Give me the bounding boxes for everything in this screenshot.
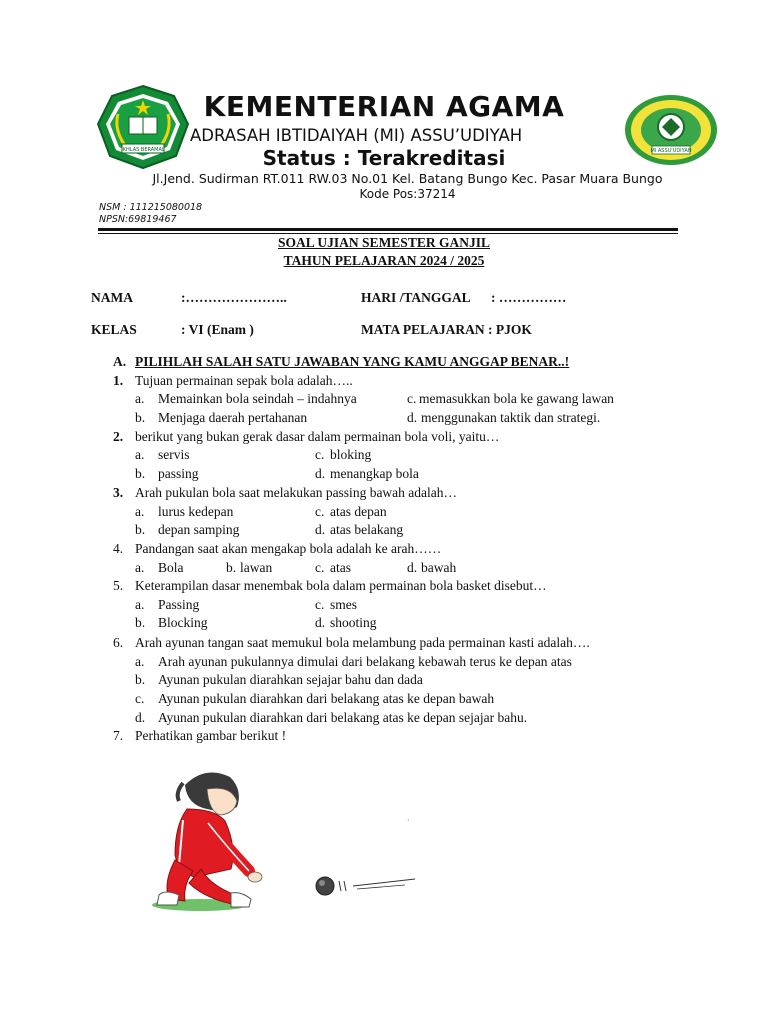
option-letter: d. [315, 615, 326, 630]
option-text[interactable]: Arah ayunan pukulannya dimulai dari belakang kebawah terus ke depan atas [158, 654, 572, 669]
option-text[interactable]: Ayunan pukulan diarahkan sejajar bahu dan dada [158, 672, 423, 687]
ministry-title: KEMENTERIAN AGAMA [203, 90, 565, 123]
option-text[interactable]: Memainkan bola seindah – indahnya [158, 391, 357, 406]
question-number: 5. [113, 578, 124, 593]
school-address: Jl.Jend. Sudirman RT.011 RW.03 No.01 Kel. Batang Bungo Kec. Pasar Muara Bungo [152, 171, 663, 186]
option-text[interactable]: Passing [158, 597, 200, 612]
option-text[interactable]: menangkap bola [330, 466, 419, 481]
school-name: ADRASAH IBTIDAIYAH (MI) ASSU’UDIYAH [190, 126, 523, 145]
exam-year: TAHUN PELAJARAN 2024 / 2025 [283, 253, 485, 268]
option-text[interactable]: menggunakan taktik dan strategi. [421, 410, 601, 425]
option-text[interactable]: atas [330, 560, 351, 575]
option-letter: d. [315, 522, 326, 537]
option-letter: a. [135, 654, 145, 669]
option-text[interactable]: atas depan [330, 504, 387, 519]
header-rule-thick [98, 228, 678, 231]
option-letter: a. [135, 560, 145, 575]
option-letter: a. [135, 391, 145, 406]
option-text[interactable]: lurus kedepan [158, 504, 234, 519]
question-number: 4. [113, 541, 124, 556]
accreditation-status: Status : Terakreditasi [262, 146, 506, 170]
option-letter: c. [315, 447, 325, 462]
option-letter: b. [135, 466, 146, 481]
option-letter: b. [135, 522, 146, 537]
option-text[interactable]: bloking [330, 447, 372, 462]
girl-rolling-ball-illustration [145, 765, 435, 915]
option-letter: d. [407, 410, 418, 425]
nama-field[interactable]: :………………….. [181, 290, 287, 305]
section-instruction: PILIHLAH SALAH SATU JAWABAN YANG KAMU ANGGAP BENAR..! [135, 354, 570, 369]
option-letter: c. [407, 391, 417, 406]
option-letter: c. [315, 597, 325, 612]
question-number: 3. [113, 485, 124, 500]
option-letter: d. [315, 466, 326, 481]
question-text: Perhatikan gambar berikut ! [135, 728, 287, 743]
option-text[interactable]: Bola [158, 560, 184, 575]
option-letter: d. [135, 710, 146, 725]
question-text: Tujuan permainan sepak bola adalah….. [135, 373, 353, 388]
option-text[interactable]: bawah [421, 560, 457, 575]
question-number: 7. [113, 728, 124, 743]
question-text: Keterampilan dasar menembak bola dalam permainan bola basket disebut… [135, 578, 547, 593]
option-text[interactable]: Menjaga daerah pertahanan [158, 410, 308, 425]
section-letter: A. [113, 354, 127, 369]
npsn-number: NPSN:69819467 [99, 214, 177, 225]
question-text: Arah pukulan bola saat melakukan passing bawah adalah… [135, 485, 458, 500]
option-text[interactable]: Blocking [158, 615, 208, 630]
option-letter: c. [315, 560, 325, 575]
option-text[interactable]: Ayunan pukulan diarahkan dari belakang atas ke depan sejajar bahu. [158, 710, 528, 725]
option-letter: c. [135, 691, 145, 706]
logo-left-text: IKHLAS BERAMAL [121, 147, 165, 153]
option-letter: c. [315, 504, 325, 519]
option-letter: a. [135, 504, 145, 519]
option-letter: b. [226, 560, 237, 575]
question-text: berikut yang bukan gerak dasar dalam permainan bola voli, yaitu… [135, 429, 500, 444]
kelas-value: : VI (Enam ) [181, 322, 254, 337]
postal-code: Kode Pos:37214 [359, 187, 456, 201]
option-text[interactable]: Ayunan pukulan diarahkan dari belakang atas ke depan bawah [158, 691, 495, 706]
option-text[interactable]: smes [330, 597, 357, 612]
option-text[interactable]: atas belakang [330, 522, 404, 537]
hari-label: HARI /TANGGAL [361, 290, 471, 305]
option-letter: a. [135, 447, 145, 462]
svg-text:·: · [407, 816, 410, 825]
option-letter: b. [135, 672, 146, 687]
option-text[interactable]: shooting [330, 615, 377, 630]
question-text: Arah ayunan tangan saat memukul bola melambung pada permainan kasti adalah…. [135, 635, 590, 650]
header-rule-thin [98, 233, 678, 234]
nsm-number: NSM : 111215080018 [99, 202, 203, 213]
question-number: 2. [113, 429, 124, 444]
option-text[interactable]: memasukkan bola ke gawang lawan [419, 391, 614, 406]
option-letter: a. [135, 597, 145, 612]
exam-title: SOAL UJIAN SEMESTER GANJIL [278, 235, 490, 250]
hari-field[interactable]: : …………… [491, 290, 567, 305]
nama-label: NAMA [91, 290, 133, 305]
option-letter: d. [407, 560, 418, 575]
mapel-label: MATA PELAJARAN : PJOK [361, 322, 532, 337]
option-letter: b. [135, 410, 146, 425]
option-text[interactable]: passing [158, 466, 199, 481]
option-text[interactable]: servis [158, 447, 190, 462]
kelas-label: KELAS [91, 322, 137, 337]
option-text[interactable]: depan samping [158, 522, 240, 537]
question-number: 1. [113, 373, 124, 388]
question-number: 6. [113, 635, 124, 650]
logo-right-text: MI ASSU'UDIYAH [650, 148, 692, 154]
option-letter: b. [135, 615, 146, 630]
question-text: Pandangan saat akan mengakap bola adalah ke arah…… [135, 541, 442, 556]
option-text[interactable]: lawan [240, 560, 273, 575]
